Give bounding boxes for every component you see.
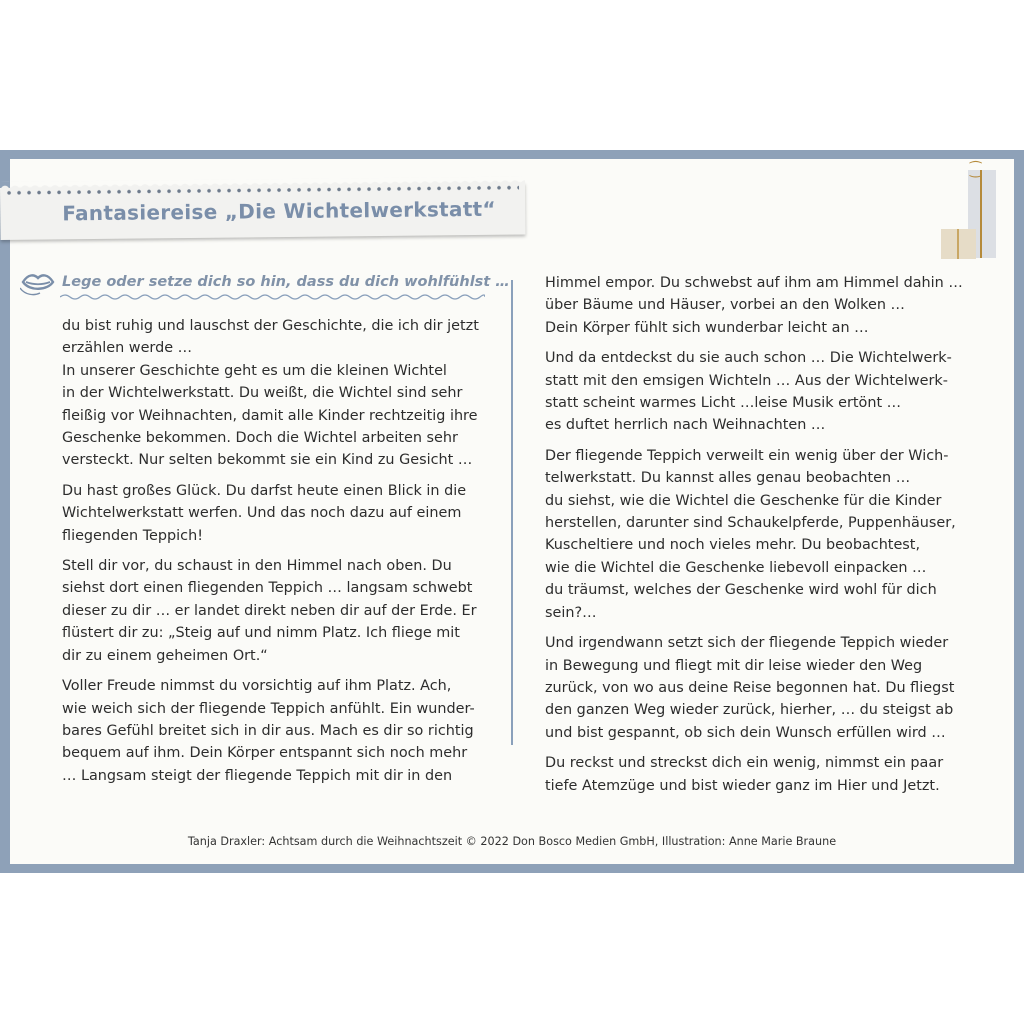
gift-small-icon <box>941 229 976 259</box>
bow-icon: ⁐ <box>970 162 982 178</box>
intro-row <box>20 268 510 302</box>
intro-instruction: Lege oder setze dich so hin, dass du dich wohlfühlst … <box>62 274 510 290</box>
paragraph: Und irgendwann setzt sich der fliegende Teppich wieder in Bewegung und fliegt mit dir leise wieder den Weg zurück, von wo aus deine Reise begonnen hat. Du fliegst den ganzen Weg wieder zurück, hierher, … du steigst ab und bist gespannt, ob sich dein Wunsch erfüllen wird … <box>545 635 955 741</box>
paragraph: du bist ruhig und lauschst der Geschichte, die ich dir jetzt erzählen werde … In unserer Geschichte geht es um die kleinen Wichtel in der Wichtelwerkstatt. Du weißt, die Wichtel sind sehr fleißig vor Weihnachten, damit alle Kinder rechtzeitig ihre Geschenke bekommen. Doch die Wichtel arbeiten sehr versteckt. Nur selten bekommt sie ein Kind zu Gesicht … <box>62 318 479 469</box>
footer-credit: Tanja Draxler: Achtsam durch die Weihnachtszeit © 2022 Don Bosco Medien GmbH, Illustration: Anne Marie Braune <box>187 835 837 848</box>
paragraph: Stell dir vor, du schaust in den Himmel nach oben. Du siehst dort einen fliegenden Teppich … langsam schwebt dieser zu dir … er landet direkt neben dir auf der Erde. Er flüstert dir zu: „Steig auf und nimm Platz. Ich fliege mit dir zu einem geheimen Ort.“ <box>62 558 477 664</box>
right-column <box>545 272 985 805</box>
perforation <box>6 186 519 195</box>
paragraph: Der fliegende Teppich verweilt ein wenig über der Wich- telwerkstatt. Du kannst alles genau beobachten … du siehst, wie die Wichtel die Geschenke für die Kinder herstellen, darunter sind Schaukelpferde, Puppenhäuser, Kuscheltiere und noch vieles mehr. Du beobachtest, wie die Wichtel die Geschenke liebevoll einpacken … du träumst, welches der Geschenke wird wohl für dich sein?… <box>545 447 956 621</box>
page-title: Fantasiereise „Die Wichtelwerkstatt“ <box>62 196 497 226</box>
paragraph: Himmel empor. Du schwebst auf ihm am Himmel dahin … über Bäume und Häuser, vorbei an den Wolken … Dein Körper fühlt sich wunderbar leicht an … <box>545 275 963 336</box>
paragraph: Und da entdeckst du sie auch schon … Die Wichtelwerk- statt mit den emsigen Wichteln … Aus der Wichtelwerk- statt scheint warmes Licht …leise Musik ertönt … es duftet herrlich nach Weihnachten … <box>545 350 952 434</box>
column-divider <box>511 280 513 745</box>
left-column <box>62 315 502 795</box>
paragraph: Du hast großes Glück. Du darfst heute einen Blick in die Wichtelwerkstatt werfen. Und das noch dazu auf einem fliegenden Teppich! <box>62 482 467 544</box>
lips-icon <box>20 268 56 298</box>
paragraph: Voller Freude nimmst du vorsichtig auf ihm Platz. Ach, wie weich sich der fliegende Teppich anfühlt. Ein wunder- bares Gefühl breitet sich in dir aus. Mach es dir so richtig bequem auf ihm. Dein Körper entspannt sich noch mehr … Langsam steigt der fliegende Teppich mit dir in den <box>62 678 475 784</box>
paragraph: Du reckst und streckst dich ein wenig, nimmst ein paar tiefe Atemzüge und bist wieder ganz im Hier und Jetzt. <box>545 755 944 794</box>
title-strip <box>0 183 526 240</box>
wave-divider <box>60 293 485 301</box>
